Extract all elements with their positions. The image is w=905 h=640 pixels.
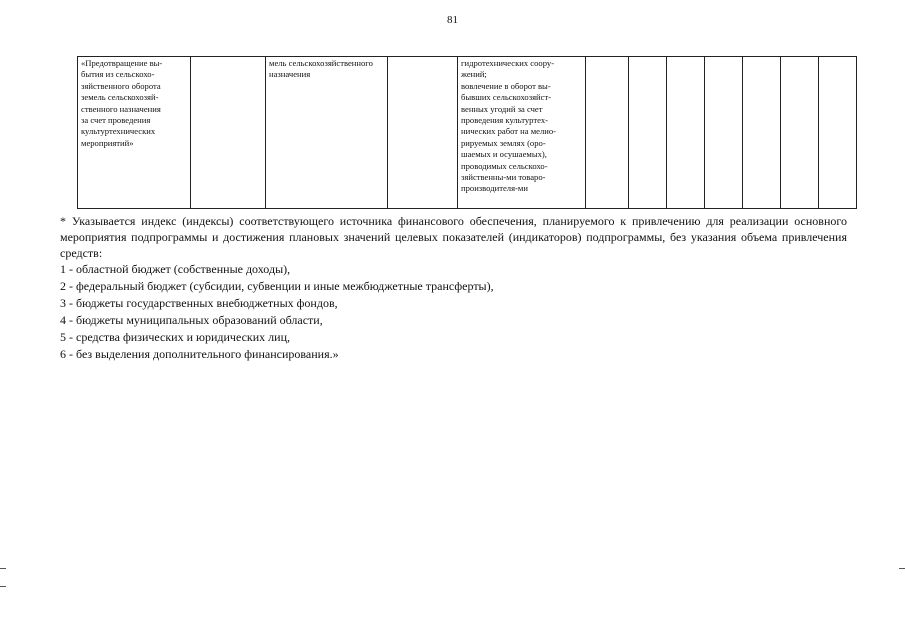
footnote-intro: * Указывается индекс (индексы) соответствующего источника финансового обеспечения, планируемого к привлечению для реализации основного мероприятия подпрограммы и достижения плановых значений целевых показателей (индикаторов) подпрограммы, без указания объема привлечения средств:	[60, 214, 847, 260]
cell-result	[458, 57, 586, 209]
page-number: 81	[447, 14, 458, 26]
cell-text-line: бытия из сельскохо-	[81, 69, 155, 80]
cell-text-line: земель сельскохозяй-	[81, 92, 159, 103]
cell-text-line: рируемых землях (оро-	[461, 137, 546, 148]
cell-text-line: вовлечение в оборот вы-	[461, 80, 551, 91]
cell-text-line: за счет проведения	[81, 115, 151, 126]
footnote	[60, 213, 847, 363]
cell-text-line: мель сельскохозяйственного	[269, 58, 373, 68]
cell-text-line: бывших сельскохозяйст-	[461, 92, 552, 103]
cell-text-line: гидротехнических соору-	[461, 58, 555, 68]
table-row	[78, 57, 857, 209]
cell-text-line: проведения культуртех-	[461, 115, 548, 126]
cell-empty	[819, 57, 857, 209]
cell-text-line: производителя-ми	[461, 183, 528, 194]
cell-measure-name	[78, 57, 191, 209]
scan-edge-mark	[0, 586, 6, 587]
footnote-list-item: 6 - без выделения дополнительного финансирования.»	[60, 347, 339, 361]
cell-text-line: шаемых и осушаемых),	[461, 149, 547, 160]
cell-empty	[388, 57, 458, 209]
cell-empty	[705, 57, 743, 209]
scan-edge-mark	[0, 568, 6, 569]
footnote-list-item: 1 - областной бюджет (собственные доходы),	[60, 262, 291, 276]
cell-text-line: жений;	[461, 69, 487, 80]
cell-text-line: венных угодий за счет	[461, 103, 543, 114]
cell-text-line: зяйственного оборота	[81, 80, 161, 91]
cell-text-line: зяйственны-ми товаро-	[461, 172, 546, 183]
cell-text-line: назначения	[269, 69, 311, 80]
cell-empty	[743, 57, 781, 209]
footnote-list-item: 4 - бюджеты муниципальных образований области,	[60, 313, 323, 327]
program-table	[77, 56, 857, 209]
cell-empty	[667, 57, 705, 209]
scan-edge-mark	[899, 568, 905, 569]
cell-empty	[191, 57, 266, 209]
footnote-list-item: 5 - средства физических и юридических лиц,	[60, 330, 291, 344]
cell-text-line: культуртехнических	[81, 126, 156, 137]
cell-empty	[629, 57, 667, 209]
cell-text-line: «Предотвращение вы-	[81, 58, 163, 68]
cell-text-line: мероприятий»	[81, 137, 134, 148]
cell-text-line: нических работ на мелио-	[461, 126, 557, 137]
cell-text-line: ственного назначения	[81, 103, 161, 114]
cell-text-line: проводимых сельскохо-	[461, 160, 548, 171]
cell-purpose	[266, 57, 388, 209]
cell-empty	[781, 57, 819, 209]
footnote-list-item: 2 - федеральный бюджет (субсидии, субвенции и иные межбюджетные трансферты),	[60, 279, 494, 293]
footnote-list-item: 3 - бюджеты государственных внебюджетных фондов,	[60, 296, 338, 310]
cell-empty	[586, 57, 629, 209]
